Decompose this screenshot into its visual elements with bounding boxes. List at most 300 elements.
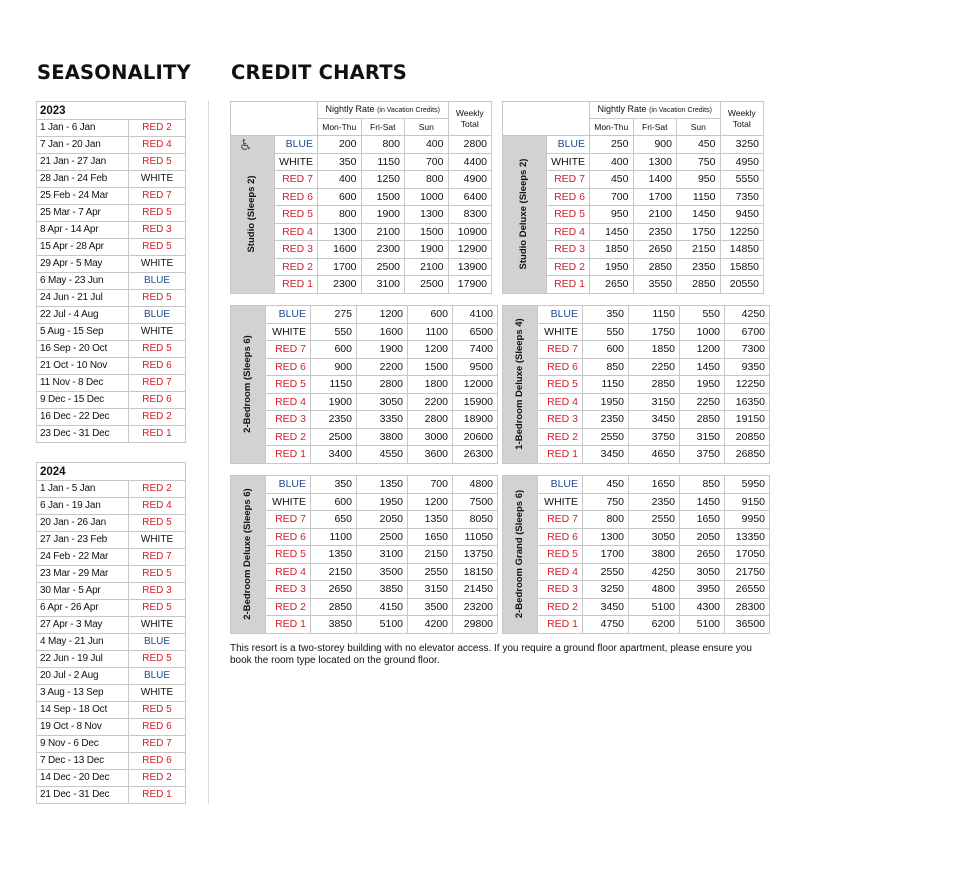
sun-value: 3500 [408, 598, 453, 616]
season-row [37, 239, 186, 256]
weekly-total-value: 5550 [720, 171, 764, 189]
sun-value: 2650 [680, 546, 725, 564]
season-row [37, 702, 186, 719]
weekly-total-value: 36500 [725, 616, 770, 634]
season-dates: 28 Jan - 24 Feb [37, 171, 129, 188]
mon-thu-value: 800 [583, 511, 629, 529]
season-dates: 27 Apr - 3 May [37, 617, 129, 634]
chart-row [503, 306, 770, 324]
fri-sat-value: 3800 [629, 546, 680, 564]
room-type-label: 1-Bedroom Deluxe (Sleeps 4) [514, 318, 525, 450]
season-dates: 25 Mar - 7 Apr [37, 205, 129, 222]
weekly-total-value: 15900 [453, 393, 498, 411]
season-label: RED 5 [129, 290, 186, 307]
mon-thu-value: 3450 [583, 598, 629, 616]
fri-sat-value: 2650 [633, 241, 677, 259]
season-label: RED 6 [546, 188, 590, 206]
mon-thu-value: 2500 [311, 428, 357, 446]
weekly-total-value: 12000 [453, 376, 498, 394]
fri-sat-value: 1850 [629, 341, 680, 359]
season-label: WHITE [266, 323, 311, 341]
season-label: WHITE [129, 256, 186, 273]
weekly-total-value: 26850 [725, 446, 770, 464]
fri-sat-value: 3500 [357, 563, 408, 581]
mon-thu-value: 1300 [583, 528, 629, 546]
season-label: RED 6 [274, 188, 318, 206]
season-label: BLUE [129, 634, 186, 651]
season-label: BLUE [266, 476, 311, 494]
mon-thu-value: 1950 [583, 393, 629, 411]
credit-charts-title: CREDIT CHARTS [231, 61, 407, 84]
nightly-rate-note: (in Vacation Credits) [649, 107, 712, 114]
credit-chart-studio [230, 101, 492, 294]
season-dates: 29 Apr - 5 May [37, 256, 129, 273]
fri-sat-value: 3450 [629, 411, 680, 429]
sun-value: 1900 [405, 241, 449, 259]
chart-row [503, 136, 764, 154]
room-type-cell [231, 136, 275, 294]
mon-thu-value: 1100 [311, 528, 357, 546]
mon-thu-value: 1300 [318, 223, 362, 241]
weekly-total-value: 6500 [453, 323, 498, 341]
season-dates: 23 Mar - 29 Mar [37, 566, 129, 583]
season-row [37, 273, 186, 290]
season-label: RED 5 [129, 515, 186, 532]
sun-value: 1200 [408, 493, 453, 511]
nightly-rate-note: (in Vacation Credits) [377, 107, 440, 114]
sun-header: Sun [677, 119, 721, 136]
fri-sat-value: 1500 [361, 188, 405, 206]
chart-row [231, 598, 498, 616]
season-label: RED 3 [546, 241, 590, 259]
season-label: BLUE [538, 476, 583, 494]
fri-sat-value: 1300 [633, 153, 677, 171]
season-label: RED 4 [538, 563, 583, 581]
credit-chart-2-bedroom [230, 305, 498, 464]
weekly-total-value: 6400 [448, 188, 492, 206]
mon-thu-value: 900 [311, 358, 357, 376]
year-row [37, 463, 186, 481]
fri-sat-value: 1200 [357, 306, 408, 324]
fri-sat-value: 4800 [629, 581, 680, 599]
chart-row [231, 616, 498, 634]
season-row [37, 787, 186, 804]
room-type-label: 2-Bedroom (Sleeps 6) [242, 335, 253, 434]
mon-thu-value: 600 [311, 341, 357, 359]
sun-value: 1200 [408, 341, 453, 359]
accessibility-note: This resort is a two-storey building with no elevator access. If you require a ground floor apartment, please ensure you book the room type located on the ground floor. [230, 643, 752, 666]
season-label: RED 4 [546, 223, 590, 241]
chart-row [231, 306, 498, 324]
season-label: RED 5 [129, 702, 186, 719]
season-row [37, 770, 186, 787]
season-label: BLUE [274, 136, 318, 154]
chart-row [503, 376, 770, 394]
mon-thu-value: 1450 [590, 223, 634, 241]
season-label: RED 1 [129, 426, 186, 443]
weekly-total-value: 28300 [725, 598, 770, 616]
season-dates: 9 Nov - 6 Dec [37, 736, 129, 753]
season-row [37, 154, 186, 171]
sun-value: 450 [677, 136, 721, 154]
season-label: RED 3 [538, 411, 583, 429]
season-row [37, 566, 186, 583]
season-row [37, 171, 186, 188]
mon-thu-header: Mon-Thu [318, 119, 362, 136]
season-row [37, 188, 186, 205]
weekly-total-value: 20550 [720, 276, 764, 294]
chart-header-row [503, 102, 764, 119]
weekly-total-value: 10900 [448, 223, 492, 241]
season-label: RED 2 [538, 428, 583, 446]
season-row [37, 481, 186, 498]
season-label: RED 2 [266, 598, 311, 616]
credit-chart-2-bedroom-deluxe [230, 475, 498, 634]
season-dates: 21 Oct - 10 Nov [37, 358, 129, 375]
season-row [37, 498, 186, 515]
sun-value: 1000 [680, 323, 725, 341]
mon-thu-value: 400 [318, 171, 362, 189]
season-dates: 1 Jan - 5 Jan [37, 481, 129, 498]
season-label: WHITE [129, 685, 186, 702]
sun-value: 1750 [677, 223, 721, 241]
weekly-total-value: 4950 [720, 153, 764, 171]
season-label: RED 4 [274, 223, 318, 241]
fri-sat-value: 3750 [629, 428, 680, 446]
season-label: BLUE [129, 668, 186, 685]
season-dates: 22 Jul - 4 Aug [37, 307, 129, 324]
season-row [37, 137, 186, 154]
sun-value: 1350 [408, 511, 453, 529]
season-dates: 11 Nov - 8 Dec [37, 375, 129, 392]
room-type-label: Studio (Sleeps 2) [246, 175, 258, 253]
sun-value: 1450 [677, 206, 721, 224]
weekly-total-value: 4900 [448, 171, 492, 189]
season-label: RED 7 [538, 511, 583, 529]
sun-value: 1650 [408, 528, 453, 546]
sun-value: 1200 [680, 341, 725, 359]
fri-sat-value: 2850 [629, 376, 680, 394]
header-blank [503, 102, 590, 136]
season-row [37, 409, 186, 426]
weekly-label: Weekly [455, 107, 484, 118]
mon-thu-value: 350 [318, 153, 362, 171]
mon-thu-value: 1700 [318, 258, 362, 276]
season-label: WHITE [538, 323, 583, 341]
fri-sat-value: 2250 [629, 358, 680, 376]
mon-thu-value: 2850 [311, 598, 357, 616]
season-label: RED 5 [129, 239, 186, 256]
mon-thu-value: 2550 [583, 563, 629, 581]
fri-sat-value: 4650 [629, 446, 680, 464]
fri-sat-value: 2200 [357, 358, 408, 376]
credit-chart-1-bedroom-deluxe [502, 305, 770, 464]
seasonality-table-2023 [36, 101, 186, 443]
season-label: RED 1 [538, 446, 583, 464]
mon-thu-value: 3400 [311, 446, 357, 464]
mon-thu-value: 200 [318, 136, 362, 154]
chart-row [503, 493, 770, 511]
season-label: RED 2 [129, 120, 186, 137]
chart-row [503, 323, 770, 341]
weekly-total-value: 17900 [448, 276, 492, 294]
mon-thu-value: 1900 [311, 393, 357, 411]
weekly-total-value: 21750 [725, 563, 770, 581]
mon-thu-value: 1950 [590, 258, 634, 276]
sun-value: 2200 [408, 393, 453, 411]
room-type-label: 2-Bedroom Deluxe (Sleeps 6) [242, 488, 253, 620]
chart-row [231, 581, 498, 599]
sun-value: 950 [677, 171, 721, 189]
sun-value: 3950 [680, 581, 725, 599]
weekly-total-value: 20850 [725, 428, 770, 446]
weekly-total-value: 12250 [720, 223, 764, 241]
sun-value: 2350 [677, 258, 721, 276]
chart-row [503, 446, 770, 464]
weekly-total-value: 4250 [725, 306, 770, 324]
weekly-total-value: 4800 [453, 476, 498, 494]
mon-thu-value: 850 [583, 358, 629, 376]
room-type-cell [231, 306, 266, 464]
fri-sat-value: 1950 [357, 493, 408, 511]
sun-value: 2050 [680, 528, 725, 546]
mon-thu-value: 3450 [583, 446, 629, 464]
room-type-cell [503, 306, 538, 464]
fri-sat-value: 1350 [357, 476, 408, 494]
fri-sat-value: 6200 [629, 616, 680, 634]
season-label: RED 4 [266, 563, 311, 581]
fri-sat-value: 4150 [357, 598, 408, 616]
weekly-total-value: 9500 [453, 358, 498, 376]
fri-sat-value: 3050 [629, 528, 680, 546]
weekly-total-value: 18150 [453, 563, 498, 581]
season-label: RED 6 [538, 358, 583, 376]
weekly-total-value: 12250 [725, 376, 770, 394]
mon-thu-value: 450 [583, 476, 629, 494]
weekly-total-value: 16350 [725, 393, 770, 411]
season-dates: 25 Feb - 24 Mar [37, 188, 129, 205]
weekly-total-header [720, 102, 764, 136]
sun-value: 1500 [408, 358, 453, 376]
fri-sat-value: 1900 [361, 206, 405, 224]
season-label: RED 4 [266, 393, 311, 411]
chart-row [503, 476, 770, 494]
weekly-total-value: 26300 [453, 446, 498, 464]
chart-row [503, 616, 770, 634]
sun-value: 2250 [680, 393, 725, 411]
sun-value: 3600 [408, 446, 453, 464]
mon-thu-value: 600 [311, 493, 357, 511]
fri-sat-value: 3550 [633, 276, 677, 294]
mon-thu-value: 250 [590, 136, 634, 154]
chart-row [231, 393, 498, 411]
season-row [37, 205, 186, 222]
sun-value: 800 [405, 171, 449, 189]
mon-thu-value: 1150 [583, 376, 629, 394]
season-label: RED 7 [129, 736, 186, 753]
chart-header-row [231, 102, 492, 119]
weekly-total-value: 19150 [725, 411, 770, 429]
season-label: RED 2 [129, 409, 186, 426]
weekly-total-value: 21450 [453, 581, 498, 599]
season-dates: 3 Aug - 13 Sep [37, 685, 129, 702]
season-label: RED 2 [266, 428, 311, 446]
total-label: Total [460, 118, 479, 129]
season-row [37, 651, 186, 668]
season-dates: 6 May - 23 Jun [37, 273, 129, 290]
season-label: RED 5 [274, 206, 318, 224]
season-label: RED 1 [546, 276, 590, 294]
mon-thu-value: 950 [590, 206, 634, 224]
season-label: RED 3 [129, 222, 186, 239]
sun-value: 1800 [408, 376, 453, 394]
season-dates: 16 Dec - 22 Dec [37, 409, 129, 426]
fri-sat-value: 2300 [361, 241, 405, 259]
season-row [37, 120, 186, 137]
sun-value: 1300 [405, 206, 449, 224]
sun-value: 750 [677, 153, 721, 171]
chart-row [503, 393, 770, 411]
season-label: RED 7 [129, 188, 186, 205]
season-label: BLUE [538, 306, 583, 324]
fri-sat-value: 1700 [633, 188, 677, 206]
chart-row [231, 358, 498, 376]
season-row [37, 617, 186, 634]
season-label: WHITE [129, 617, 186, 634]
fri-sat-value: 2550 [629, 511, 680, 529]
fri-sat-value: 1250 [361, 171, 405, 189]
season-label: RED 7 [546, 171, 590, 189]
season-dates: 4 May - 21 Jun [37, 634, 129, 651]
season-label: RED 3 [274, 241, 318, 259]
season-label: RED 3 [266, 581, 311, 599]
season-label: RED 5 [129, 341, 186, 358]
season-label: RED 5 [266, 376, 311, 394]
season-label: RED 6 [129, 719, 186, 736]
mon-thu-value: 2300 [318, 276, 362, 294]
season-label: RED 6 [266, 358, 311, 376]
fri-sat-value: 1650 [629, 476, 680, 494]
weekly-total-value: 8050 [453, 511, 498, 529]
season-dates: 20 Jul - 2 Aug [37, 668, 129, 685]
fri-sat-value: 2350 [633, 223, 677, 241]
sun-value: 600 [408, 306, 453, 324]
fri-sat-value: 1750 [629, 323, 680, 341]
season-row [37, 549, 186, 566]
mon-thu-value: 1850 [590, 241, 634, 259]
season-label: WHITE [274, 153, 318, 171]
mon-thu-value: 550 [311, 323, 357, 341]
season-dates: 6 Apr - 26 Apr [37, 600, 129, 617]
chart-row [231, 546, 498, 564]
sun-value: 850 [680, 476, 725, 494]
season-row [37, 358, 186, 375]
nightly-rate-label: Nightly Rate [597, 104, 647, 114]
season-label: WHITE [129, 171, 186, 188]
wheelchair-icon: ♿ [239, 137, 253, 154]
seasonality-table-2024 [36, 462, 186, 804]
sun-value: 1450 [680, 493, 725, 511]
weekly-total-value: 5950 [725, 476, 770, 494]
season-label: RED 3 [129, 583, 186, 600]
nightly-rate-label: Nightly Rate [325, 104, 375, 114]
sun-value: 2500 [405, 276, 449, 294]
weekly-total-header [448, 102, 492, 136]
room-type-label: 2-Bedroom Grand (Sleeps 6) [514, 490, 525, 619]
weekly-total-value: 13750 [453, 546, 498, 564]
fri-sat-value: 800 [361, 136, 405, 154]
fri-sat-value: 900 [633, 136, 677, 154]
weekly-total-value: 26550 [725, 581, 770, 599]
mon-thu-header: Mon-Thu [590, 119, 634, 136]
mon-thu-value: 450 [590, 171, 634, 189]
mon-thu-value: 3850 [311, 616, 357, 634]
fri-sat-value: 2500 [361, 258, 405, 276]
column-divider [208, 101, 209, 804]
chart-row [231, 411, 498, 429]
season-label: BLUE [129, 307, 186, 324]
sun-value: 1450 [680, 358, 725, 376]
mon-thu-value: 750 [583, 493, 629, 511]
season-label: WHITE [266, 493, 311, 511]
sun-value: 3050 [680, 563, 725, 581]
season-label: RED 2 [546, 258, 590, 276]
season-dates: 7 Dec - 13 Dec [37, 753, 129, 770]
fri-sat-value: 3050 [357, 393, 408, 411]
fri-sat-value: 3800 [357, 428, 408, 446]
fri-sat-value: 3100 [361, 276, 405, 294]
weekly-total-value: 2800 [448, 136, 492, 154]
chart-row [503, 411, 770, 429]
season-row [37, 256, 186, 273]
season-label: RED 5 [266, 546, 311, 564]
season-dates: 20 Jan - 26 Jan [37, 515, 129, 532]
season-label: RED 2 [129, 770, 186, 787]
header-blank [231, 102, 318, 136]
season-dates: 30 Mar - 5 Apr [37, 583, 129, 600]
fri-sat-value: 2100 [633, 206, 677, 224]
fri-sat-value: 1150 [361, 153, 405, 171]
mon-thu-value: 2650 [590, 276, 634, 294]
mon-thu-value: 2550 [583, 428, 629, 446]
weekly-total-value: 18900 [453, 411, 498, 429]
sun-value: 1950 [680, 376, 725, 394]
season-label: RED 2 [538, 598, 583, 616]
season-row [37, 753, 186, 770]
fri-sat-header: Fri-Sat [361, 119, 405, 136]
season-label: RED 7 [266, 511, 311, 529]
sun-value: 1500 [405, 223, 449, 241]
season-dates: 21 Dec - 31 Dec [37, 787, 129, 804]
season-label: WHITE [546, 153, 590, 171]
weekly-total-value: 9150 [725, 493, 770, 511]
season-label: RED 7 [129, 549, 186, 566]
season-label: RED 5 [546, 206, 590, 224]
season-row [37, 222, 186, 239]
mon-thu-value: 2150 [311, 563, 357, 581]
mon-thu-value: 3250 [583, 581, 629, 599]
chart-row [231, 476, 498, 494]
season-row [37, 515, 186, 532]
sun-value: 2850 [680, 411, 725, 429]
chart-row [231, 563, 498, 581]
season-row [37, 685, 186, 702]
fri-sat-value: 3150 [629, 393, 680, 411]
weekly-total-value: 7400 [453, 341, 498, 359]
season-label: RED 7 [538, 341, 583, 359]
weekly-total-value: 8300 [448, 206, 492, 224]
mon-thu-value: 350 [311, 476, 357, 494]
